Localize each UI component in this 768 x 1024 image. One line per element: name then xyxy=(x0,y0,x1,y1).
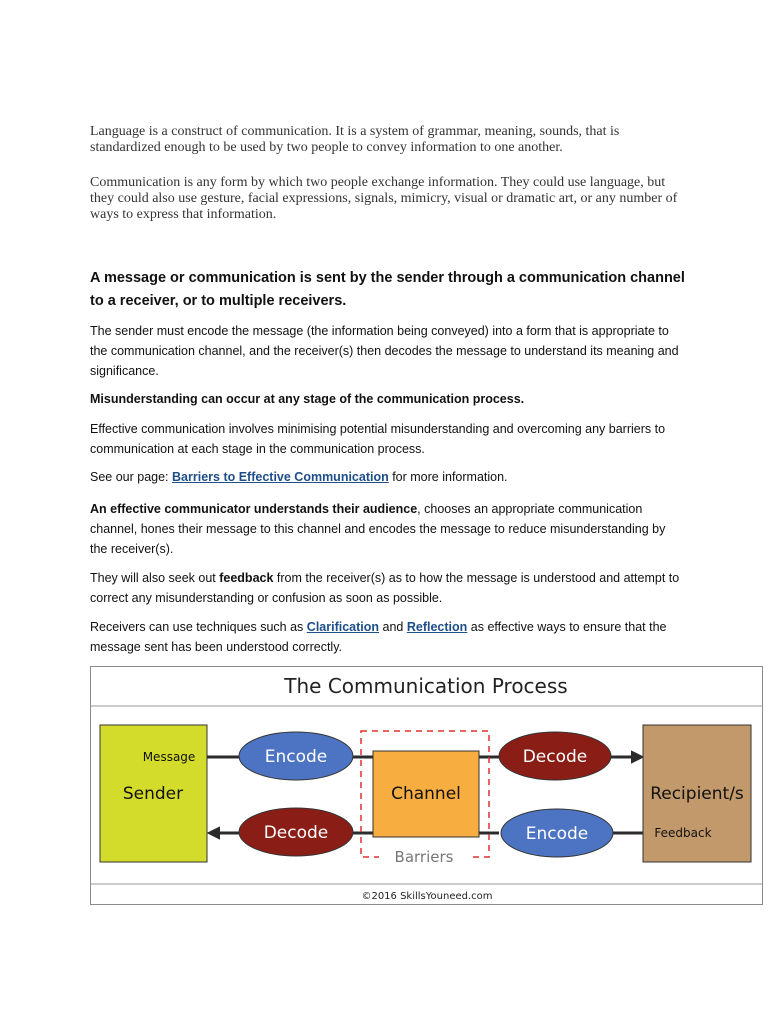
diagram-svg xyxy=(91,667,762,904)
intro-paragraph-1 xyxy=(90,124,690,156)
reflection-link[interactable]: Reflection xyxy=(406,620,468,634)
feedback-paragraph xyxy=(90,568,686,608)
audience-rest: , chooses an appropriate communication channel, hones their message to this channel and encodes the message to reduce misunderstanding by the receiver(s). xyxy=(90,502,666,556)
feedback-rest: from the receiver(s) as to how the message is understood and attempt to correct any misunderstanding or confusion as soon as possible. xyxy=(90,571,680,605)
effective-paragraph: Effective communication involves minimising potential misunderstanding and overcoming any barriers to communication at each stage in the communication process. xyxy=(90,422,666,456)
intro-text-2: Communication is any form by which two people exchange information. They could use language, but they could also use gesture, facial expressions, signals, mimicry, visual or dramatic art, or any number of ways to express that information. xyxy=(90,175,678,222)
channel-label: Channel xyxy=(391,784,461,804)
message-label: Message xyxy=(142,750,196,764)
barriers-label: Barriers xyxy=(394,848,454,866)
see-prefix: See our page: xyxy=(90,470,173,484)
audience-paragraph xyxy=(90,499,686,559)
receivers-and: and xyxy=(379,620,407,634)
audience-bold: An effective communicator understands their audience xyxy=(90,502,418,516)
encode-top-label: Encode xyxy=(264,747,328,767)
recipient-label: Recipient/s xyxy=(650,784,744,804)
feedback-bold: feedback xyxy=(219,571,274,585)
receivers-prefix: Receivers can use techniques such as xyxy=(90,620,307,634)
decode-top-label: Decode xyxy=(522,747,588,767)
diagram-title: The Communication Process xyxy=(284,674,568,698)
copyright-text: ©2016 SkillsYouneed.com xyxy=(361,891,493,902)
see-our-page-paragraph xyxy=(90,467,686,487)
encode-paragraph: The sender must encode the message (the information being conveyed) into a form that is appropriate to the communication channel, and the receiver(s) then decodes the message to understand its meaning and significance. xyxy=(90,324,679,378)
encode-bottom-label: Encode xyxy=(525,824,589,844)
feedback-prefix: They will also seek out xyxy=(90,571,220,585)
section-heading: A message or communication is sent by the sender through a communication channel to a receiver, or to multiple receivers. xyxy=(90,270,685,309)
decode-bottom-label: Decode xyxy=(263,823,329,843)
communication-process-diagram xyxy=(90,666,763,905)
sender-label: Sender xyxy=(122,784,184,804)
see-suffix: for more information. xyxy=(388,470,508,484)
misunderstanding-paragraph: Misunderstanding can occur at any stage of the communication process. xyxy=(90,392,525,406)
barriers-link[interactable]: Barriers to Effective Communication xyxy=(172,470,389,484)
feedback-label: Feedback xyxy=(654,826,712,840)
intro-text-1: Language is a construct of communication. It is a system of grammar, meaning, sounds, that is standardized enough to be used by two people to convey information to one another. xyxy=(90,124,620,155)
receivers-paragraph xyxy=(90,617,686,657)
clarification-link[interactable]: Clarification xyxy=(306,620,380,634)
intro-paragraph-2 xyxy=(90,175,690,223)
receivers-rest: as effective ways to ensure that the message sent has been understood correctly. xyxy=(90,620,667,654)
